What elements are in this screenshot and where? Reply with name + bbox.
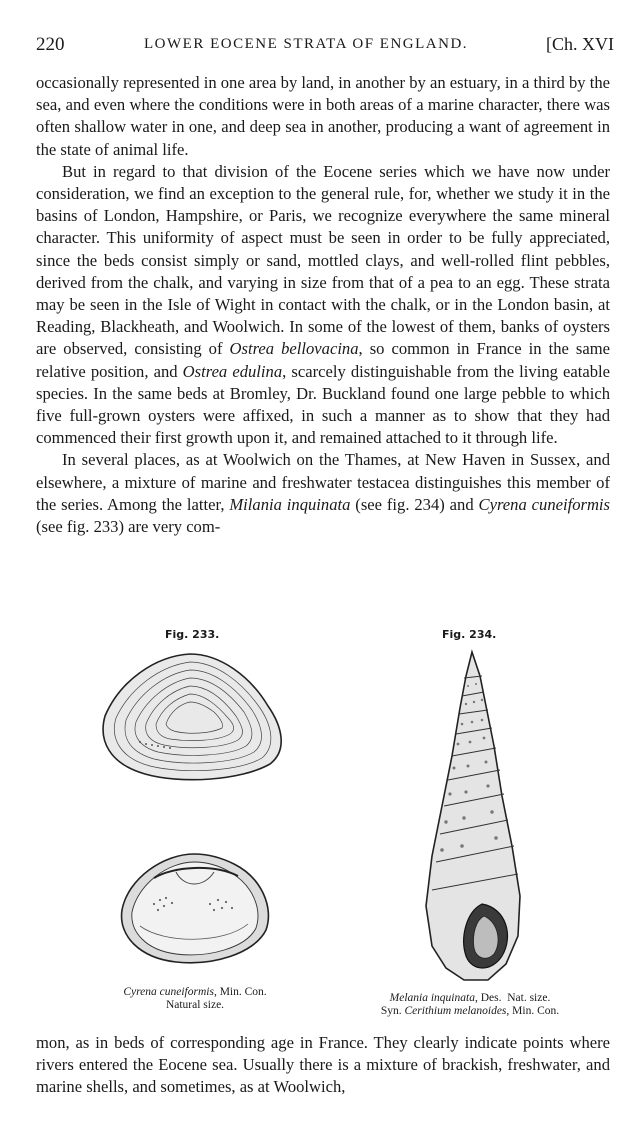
caption-species: Cyrena cuneiformis: [123, 986, 214, 998]
species-name: Ostrea bellovacina: [229, 339, 359, 359]
caption-line-1: [123, 986, 266, 998]
figure-234: [350, 620, 590, 1020]
text-run: , so common in France in the same relative position, and: [36, 339, 610, 381]
figure-233: [80, 620, 310, 1011]
caption-size: Nat. size.: [507, 992, 551, 1004]
cyrena-shell-exterior-illustration: [90, 646, 290, 796]
page-number: 220: [36, 34, 65, 55]
caption-syn-species: Cerithium melanoides: [404, 1005, 507, 1017]
caption-author: , Min. Con.: [213, 986, 267, 998]
caption-line-1: [390, 992, 551, 1004]
body-text-upper: [36, 72, 610, 538]
text-run: (see fig. 234) and: [350, 494, 479, 514]
text-run: , scarcely distinguishable from the living eatable species. In the same beds at Bromley, Dr. Buckland found one large pebble to which five full-grown oysters were affixed, in such a manner as to show that they had commenced their first growth upon it, and remained attached to it through life.: [36, 361, 610, 448]
paragraph: [36, 161, 610, 450]
paragraph: [36, 449, 610, 538]
caption-syn-author: , Min. Con.: [506, 1005, 560, 1017]
text-run: occasionally represented in one area by land, in another by an estuary, in a third by the sea, and even where the conditions were in both areas of a marine character, there was often shallow water in one, and deep sea in another, producing a want of agreement in the state of animal life.: [36, 73, 610, 159]
caption-line-2: [381, 1005, 559, 1017]
caption-size: Natural size.: [165, 999, 225, 1011]
cyrena-shell-interior-illustration: [114, 848, 274, 968]
running-title: LOWER EOCENE STRATA OF ENGLAND.: [144, 36, 469, 52]
text-run: mon, as in beds of corresponding age in France. They clearly indicate points where rivers entered the Eocene sea. Usually there is a mixture of brackish, freshwater, and marine shells, and sometimes, as at Woolwich,: [36, 1033, 610, 1097]
caption-syn-prefix: Syn.: [380, 1005, 405, 1017]
caption-species: Melania inquinata: [389, 992, 475, 1004]
chapter-marker: [Ch. XVI: [546, 34, 614, 54]
caption-author: , Des.: [474, 992, 502, 1004]
figure-label: Fig. 234.: [442, 628, 497, 641]
figure-label: Fig. 233.: [165, 628, 220, 641]
text-run: In several places, as at Woolwich on the Thames, at New Haven in Sussex, and elsewhere, a mixture of marine and freshwater testacea distinguishes this member of the series. Among the latter,: [36, 450, 610, 514]
text-run: (see fig. 233) are very com-: [36, 517, 221, 537]
text-run: But in regard to that division of the Eocene series which we have now under consideration, we find an exception to the general rule, for, whether we study it in the basins of London, Hampshire, or Paris, we recognize everywhere the same mineral character. This uniformity of aspect must be seen in order to be fully appreciated, since the beds consist simply or sand, mottled clays, and well-rolled flint pebbles, derived from the chalk, and varying in size from that of a pea to an egg. These strata may be seen in the Isle of Wight in contact with the chalk, or in the London basin, at Reading, Blackheath, and Woolwich. In some of the lowest of them, banks of oysters are observed, consisting of: [36, 161, 610, 359]
species-name: Ostrea edulina: [182, 361, 283, 381]
melania-shell-illustration: [402, 646, 542, 986]
species-name: Cyrena cuneiformis: [478, 494, 611, 514]
body-text-lower: [36, 1032, 610, 1099]
species-name: Milania inquinata: [229, 494, 351, 514]
figure-caption: [80, 986, 310, 1012]
running-header: [36, 34, 614, 62]
figure-caption: [350, 992, 590, 1018]
paragraph: [36, 1032, 610, 1099]
paragraph: [36, 72, 610, 161]
